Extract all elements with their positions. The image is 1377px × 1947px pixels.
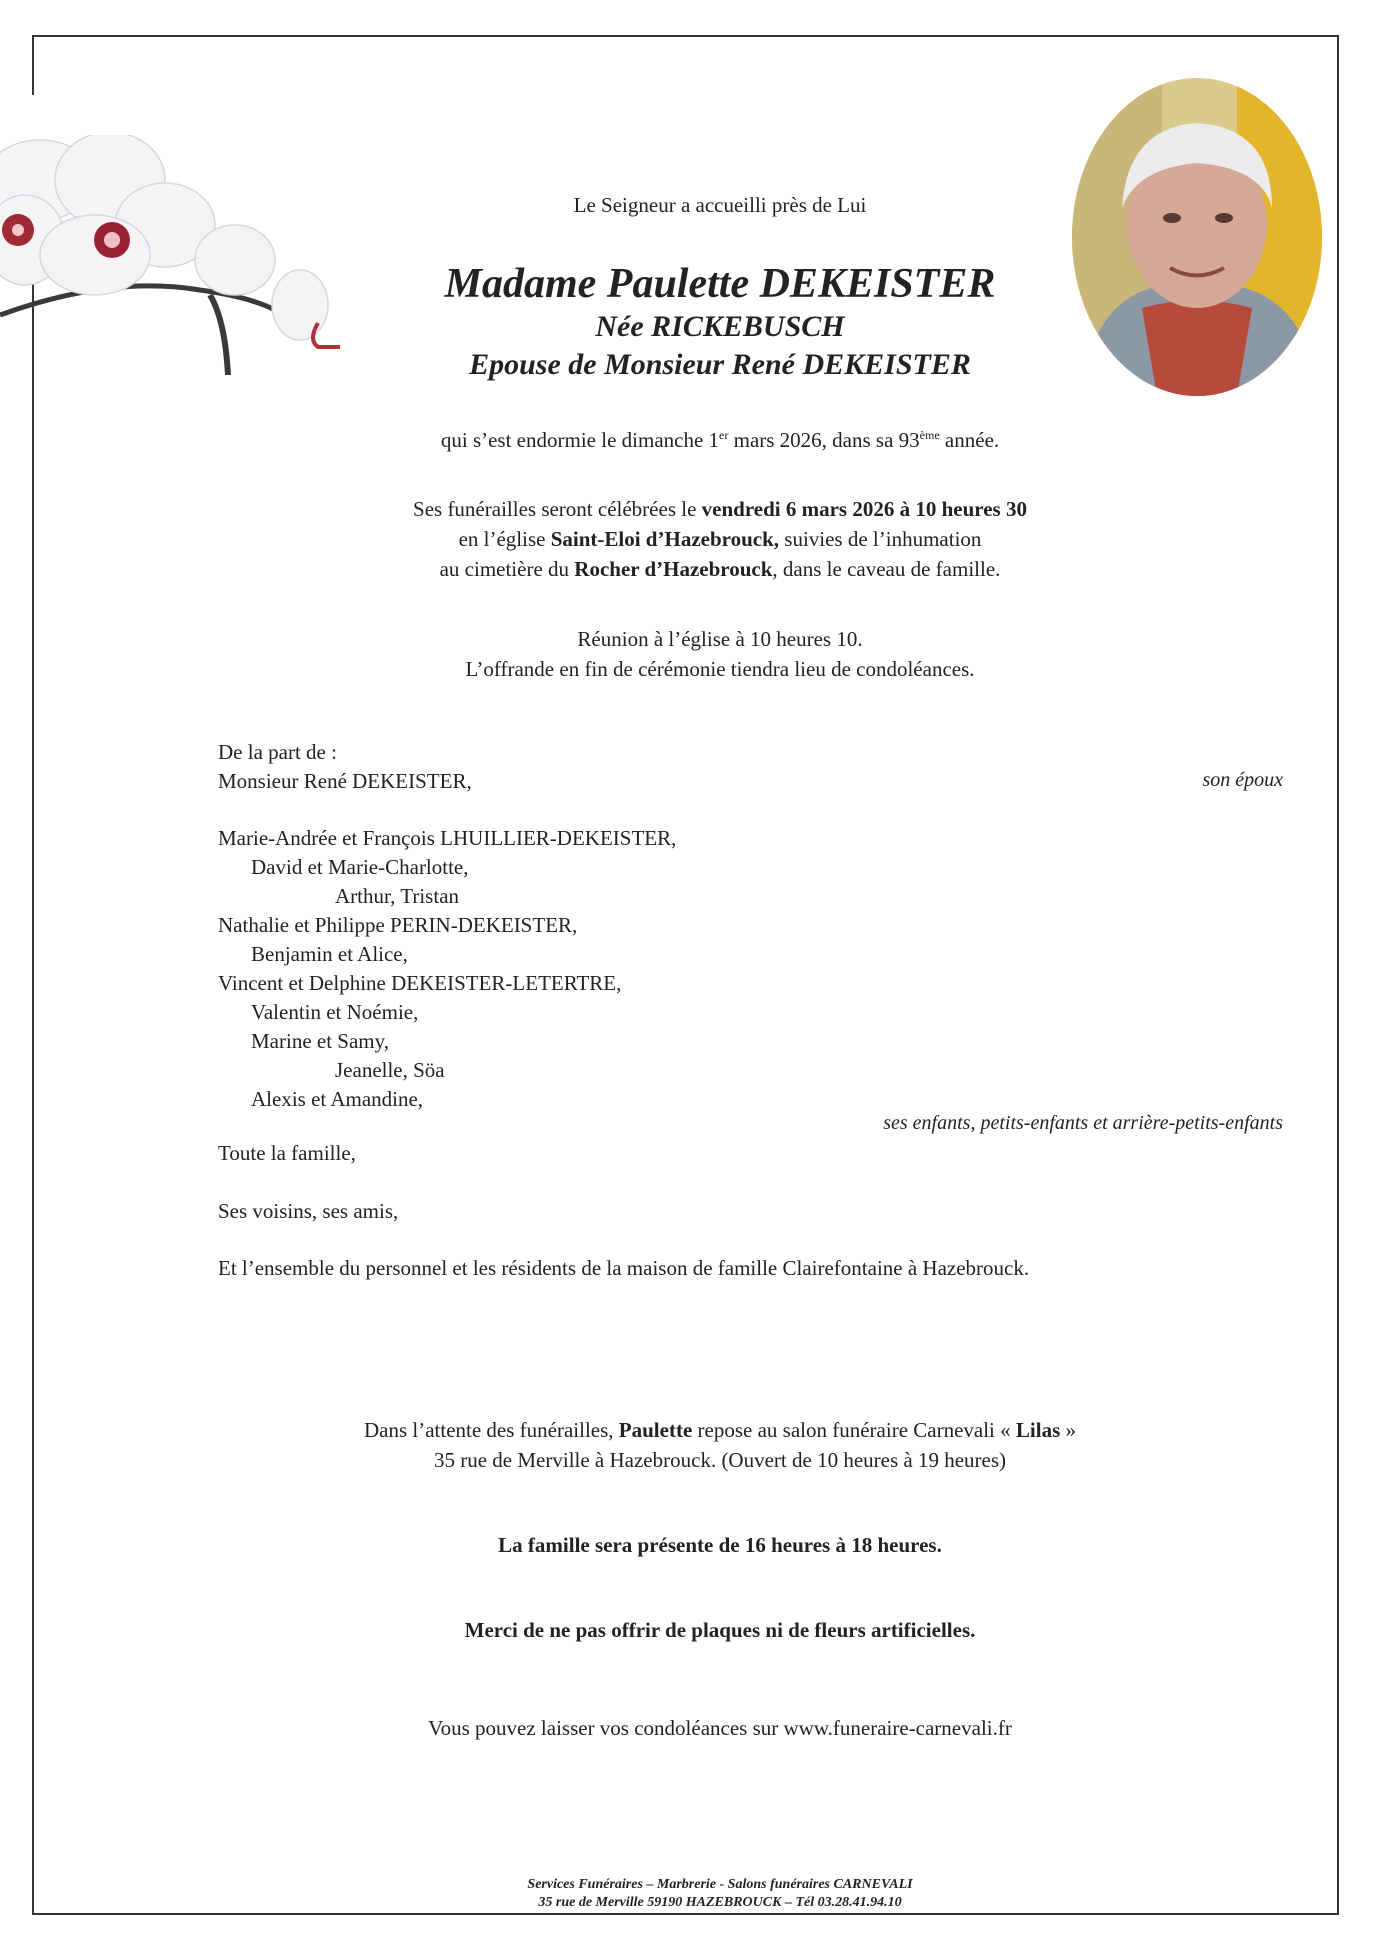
reunion-info: Réunion à l’église à 10 heures 10. L’offrande en fin de cérémonie tiendra lieu de condoléances.	[465, 627, 975, 681]
no-flowers-notice: Merci de ne pas offrir de plaques ni de fleurs artificielles.	[464, 1618, 976, 1642]
spouse-role: son époux	[1202, 769, 1283, 791]
family-header: De la part de :	[218, 740, 337, 764]
family-member: David et Marie-Charlotte,	[251, 855, 469, 879]
family-member: Jeanelle, Söa	[335, 1058, 445, 1082]
children-role: ses enfants, petits-enfants et arrière-petits-enfants	[883, 1112, 1283, 1134]
footer	[240, 1876, 1200, 1912]
neighbours: Ses voisins, ses amis,	[218, 1199, 399, 1223]
all-family: Toute la famille,	[218, 1141, 356, 1165]
family-member: Alexis et Amandine,	[251, 1087, 424, 1111]
family-member: Vincent et Delphine DEKEISTER-LETERTRE,	[218, 971, 622, 995]
family-member: Arthur, Tristan	[335, 884, 460, 908]
spouse-entry: Monsieur René DEKEISTER,	[218, 769, 472, 793]
family-member: Marine et Samy,	[251, 1029, 390, 1053]
funeral-info: Ses funérailles seront célébrées le vendredi 6 mars 2026 à 10 heures 30 en l’église Saint-Eloi d’Hazebrouck, suivies de l’inhumation au cimetière du Rocher d’Hazebrouck, dans le caveau de famille.	[413, 497, 1027, 581]
maiden-name: Née RICKEBUSCH	[595, 310, 845, 343]
family-member: Marie-Andrée et François LHUILLIER-DEKEISTER,	[218, 826, 677, 850]
staff-residents: Et l’ensemble du personnel et les résidents de la maison de famille Clairefontaine à Hazebrouck.	[218, 1256, 1030, 1280]
footer-line-1: Services Funéraires – Marbrerie - Salons funéraires CARNEVALI	[527, 1877, 913, 1892]
children-list	[218, 824, 676, 1114]
intro-text: Le Seigneur a accueilli près de Lui	[573, 193, 867, 217]
family-member: Nathalie et Philippe PERIN-DEKEISTER,	[218, 913, 578, 937]
deceased-name: Madame Paulette DEKEISTER	[444, 261, 996, 307]
spouse-line: Epouse de Monsieur René DEKEISTER	[469, 348, 971, 381]
death-announcement: qui s’est endormie le dimanche 1er mars 2026, dans sa 93ème année.	[440, 428, 1000, 452]
footer-line-2: 35 rue de Merville 59190 HAZEBROUCK – Tél 03.28.41.94.10	[538, 1895, 902, 1910]
family-member: Benjamin et Alice,	[251, 942, 408, 966]
family-member: Valentin et Noémie,	[251, 1000, 419, 1024]
rest-info: Dans l’attente des funérailles, Paulette repose au salon funéraire Carnevali « Lilas » 35 rue de Merville à Hazebrouck. (Ouvert de 10 heures à 19 heures)	[363, 1418, 1077, 1472]
condolences-info: Vous pouvez laisser vos condoléances sur www.funeraire-carnevali.fr	[428, 1716, 1012, 1740]
family-presence: La famille sera présente de 16 heures à 18 heures.	[498, 1533, 942, 1557]
